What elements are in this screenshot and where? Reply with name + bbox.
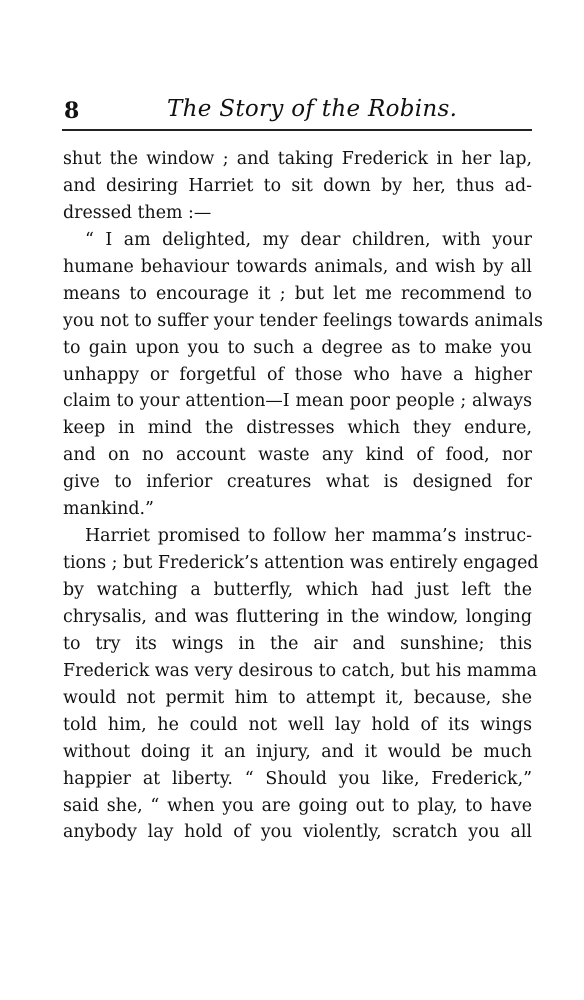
text-line: Harriet promised to follow her mamma’s instruc-	[85, 526, 532, 547]
text-line: unhappy or forgetful of those who have a higher	[63, 364, 532, 385]
text-line: tions ; but Frederick’s attention was entirely engaged	[63, 553, 539, 574]
text-line: by watching a butterfly, which had just left the	[63, 580, 532, 600]
text-line: to try its wings in the air and sunshine; this	[63, 633, 532, 654]
text-line: told him, he could not well lay hold of its wings	[63, 714, 532, 735]
text-line: without doing it an injury, and it would be much	[63, 741, 532, 762]
text-line: and desiring Harriet to sit down by her, thus ad-	[63, 175, 532, 196]
text-line: dressed them :—	[63, 202, 212, 223]
text-line: give to inferior creatures what is designed for	[63, 472, 532, 493]
text-line: would not permit him to attempt it, because, she	[63, 687, 532, 708]
page-number: 8	[64, 98, 80, 124]
text-line: mankind.”	[63, 499, 154, 520]
text-line: anybody lay hold of you violently, scratch you all	[63, 822, 532, 843]
text-line: means to encourage it ; but let me recommend to	[63, 283, 532, 304]
header-rule	[62, 129, 532, 131]
text-line: humane behaviour towards animals, and wish by all	[63, 256, 532, 277]
text-line: “ I am delighted, my dear children, with your	[85, 229, 532, 250]
running-title: The Story of the Robins.	[167, 96, 458, 122]
page-header	[62, 96, 532, 132]
text-line: and on no account waste any kind of food, nor	[63, 445, 532, 466]
text-line: shut the window ; and taking Frederick in her lap,	[63, 149, 532, 169]
text-line: happier at liberty. “ Should you like, Frederick,”	[63, 768, 532, 789]
text-line: to gain upon you to such a degree as to make you	[63, 337, 532, 358]
text-line: said she, “ when you are going out to play, to have	[63, 795, 532, 816]
text-line: claim to your attention—I mean poor people ; always	[63, 391, 532, 412]
text-line: you not to suffer your tender feelings towards animals	[63, 310, 543, 331]
text-line: chrysalis, and was fluttering in the window, longing	[63, 606, 532, 627]
text-line: keep in mind the distresses which they endure,	[63, 418, 532, 439]
text-line: Frederick was very desirous to catch, but his mamma	[63, 660, 537, 681]
body-text	[63, 146, 543, 846]
